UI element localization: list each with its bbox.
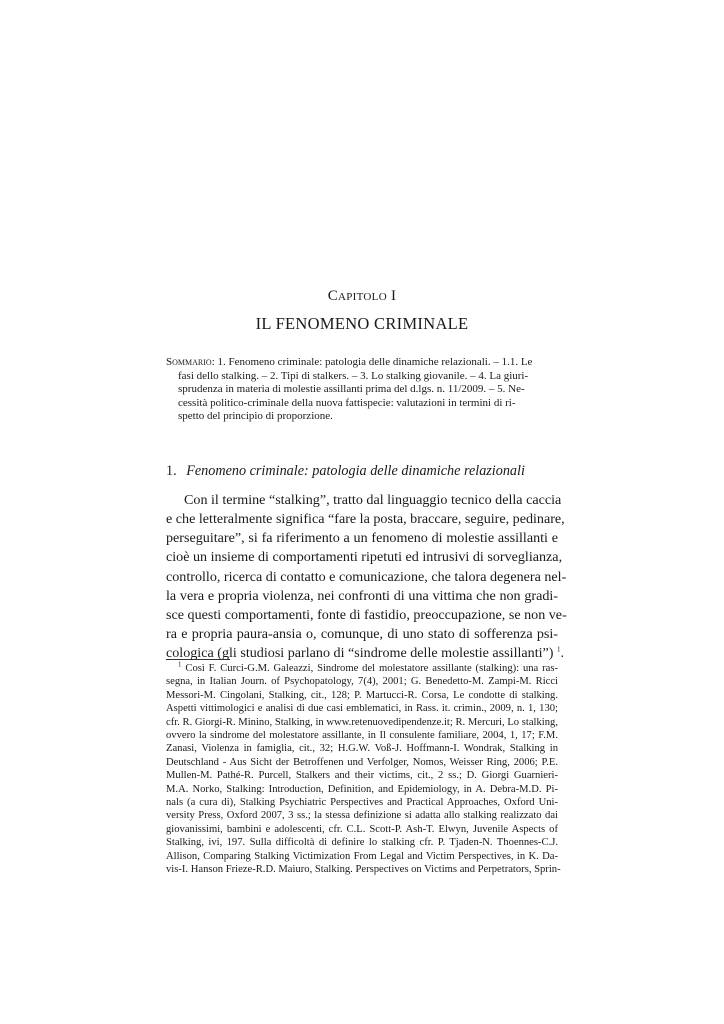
footnote-line: Aspetti vittimologici e analisi di due casi emblematici, in Rass. it. crimin., 2009, n. 1, 130; (166, 703, 558, 715)
footnote-line: cfr. R. Giorgi-R. Minino, Stalking, in www.retenuovedipendenze.it; R. Mercuri, Lo stalking, (166, 716, 558, 728)
footnote-line: nals (a cura di), Stalking Psychiatric Perspectives and Practical Approaches, Oxford Uni- (166, 797, 558, 809)
body-line: Con il termine “stalking”, tratto dal linguaggio tecnico della caccia (184, 492, 562, 508)
body-line: e che letteralmente significa “fare la posta, braccare, seguire, pedinare, (166, 511, 565, 528)
body-line: la vera e propria violenza, nei confronti di una vittima che non gradi- (166, 587, 558, 604)
footnote-line: Mullen-M. Pathé-R. Purcell, Stalkers and their victims, cit., 2 ss.; D. Giorgi Guarnieri- (166, 770, 558, 782)
footnote-line: Zanasi, Violenza in famiglia, cit., 32; H.G.W. Voß-J. Hoffmann-I. Wondrak, Stalking in (166, 743, 558, 755)
footnote-line: M.A. Norko, Stalking: Introduction, Definition, and Epidemiology, in A. Debra-M.D. Pi- (166, 783, 558, 795)
body-line: perseguitare”, si fa riferimento a un fenomeno di molestie assillanti e (166, 530, 558, 547)
chapter-label: Capitolo I (327, 288, 397, 304)
section-number: 1. (166, 463, 177, 479)
summary-line: cessità politico-criminale della nuova fattispecie: valutazioni in termini di ri- (178, 396, 516, 409)
footnote-line: versity Press, Oxford 2007, 3 ss.; la stessa definizione si adatta allo stalking realizzato dai (166, 810, 558, 822)
summary-lead: Sommario (166, 356, 212, 368)
footnote-line: $^1$ Così F. Curci-G.M. Galeazzi, Sindrome del molestatore assillante (stalking): una ras- (178, 660, 558, 674)
body-line: cologica (gli studiosi parlano di “sindrome delle molestie assillanti”) $^1$. (166, 645, 565, 662)
section-heading (166, 463, 566, 480)
body-line: sce questi comportamenti, fonte di fastidio, preoccupazione, se non ve- (166, 606, 567, 623)
chapter-title: IL FENOMENO CRIMINALE (255, 314, 469, 333)
footnote (166, 660, 561, 877)
footnote-line: giovanissimi, bambini e adolescenti, cfr. C.L. Scott-P. Ash-T. Elwyn, Juvenile Aspects of (166, 823, 558, 835)
body-line: ra e propria paura-ansia o, comunque, di uno stato di sofferenza psi- (166, 626, 558, 643)
section-title: Fenomeno criminale: patologia delle dinamiche relazionali (186, 463, 525, 479)
footnote-marker: 1 (178, 660, 182, 669)
body-paragraph (166, 491, 567, 663)
body-line: controllo, ricerca di contatto e comunicazione, che talora degenera nel- (166, 568, 567, 585)
footnote-line: Stalking, ivi, 197. Sulla difficoltà di definire lo stalking cfr. P. Tjaden-N. Thoennes-C.J. (166, 837, 558, 849)
summary-line: spetto del principio di proporzione. (178, 410, 333, 422)
footnote-line: Allison, Comparing Stalking Victimization From Legal and Victim Perspectives, in K. Da- (166, 850, 558, 862)
footnote-reference[interactable]: 1 (557, 645, 561, 654)
summary-line: sprudenza in materia di molestie assillanti prima del d.lgs. n. 11/2009. – 5. Ne- (178, 383, 525, 395)
body-line: cioè un insieme di comportamenti ripetuti ed intrusivi di sorveglianza, (166, 549, 563, 566)
summary-line: fasi dello stalking. – 2. Tipi di stalkers. – 3. Lo stalking giovanile. – 4. La giuri- (178, 369, 529, 382)
footnote-line: segna, in Italian Journ. of Psychopatology, 7(4), 2001; G. Benedetto-M. Zampi-M. Ricci (166, 676, 558, 688)
footnote-separator (166, 659, 230, 660)
footnote-line: vis-I. Hanson Frieze-R.D. Maiuro, Stalking. Perspectives on Victims and Perpetrators, Sprin- (166, 864, 561, 876)
chapter-summary (166, 356, 558, 424)
footnote-line: Messori-M. Cingolani, Stalking, cit., 128; P. Martucci-R. Corsa, Le condotte di stalking. (166, 689, 558, 701)
summary-line: Sommario: 1. Fenomeno criminale: patologia delle dinamiche relazionali. – 1.1. Le (166, 356, 533, 368)
footnote-line: ovvero la sindrome del molestatore assillante, in Il consulente familiare, 2004, 1, 17; F.M. (166, 730, 558, 742)
footnote-line: Deutschland - Aus Sicht der Betroffenen und Verfolger, Nomos, Weisser Ring, 2006; P.E. (166, 756, 558, 768)
